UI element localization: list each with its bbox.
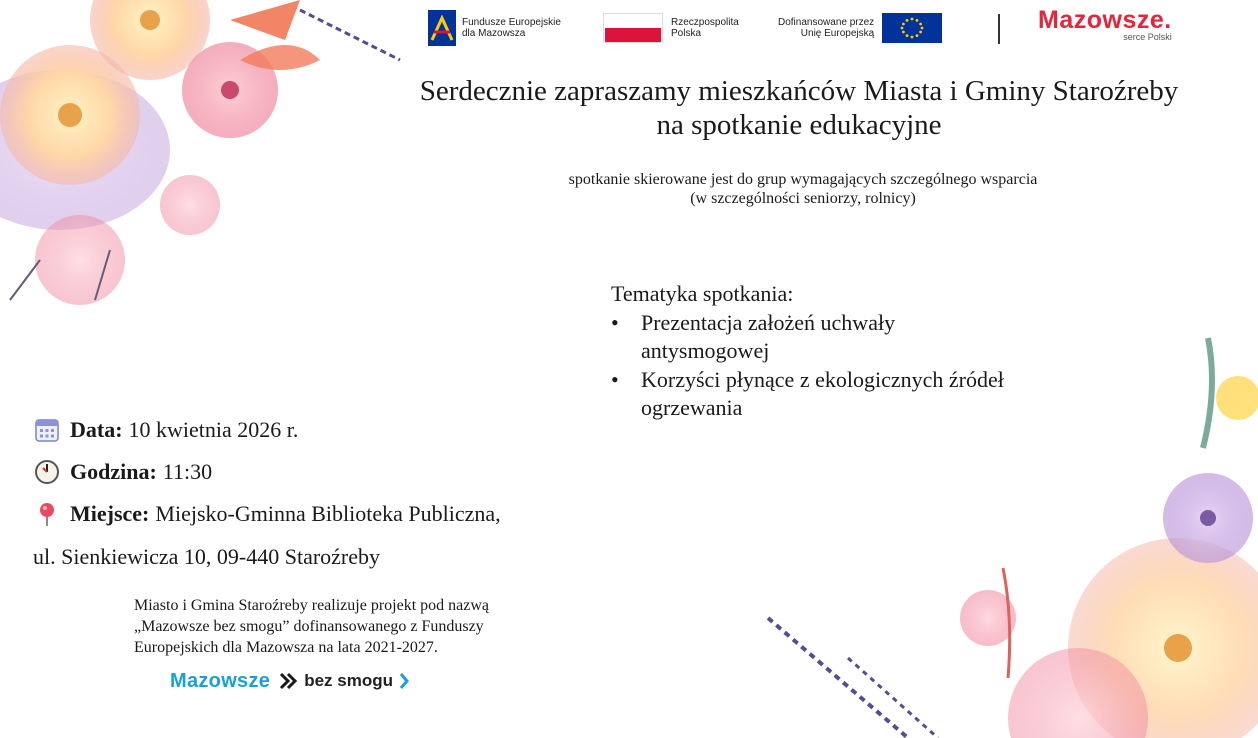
floral-decoration-top-left bbox=[0, 0, 410, 310]
project-note-line-3: Europejskich dla Mazowsza na lata 2021-2027. bbox=[134, 639, 438, 656]
headline-line-1: Serdecznie zapraszamy mieszkańców Miasta i Gminy Staroźreby bbox=[419, 75, 1179, 107]
project-note-line-1: Miasto i Gmina Staroźreby realizuje projekt pod nazwą bbox=[134, 597, 489, 614]
invitation-headline bbox=[340, 74, 1258, 142]
fe-star-icon bbox=[428, 10, 456, 46]
topic-item: • Korzyści płynące z ekologicznych źródeł ogrzewania bbox=[611, 366, 1011, 423]
mazowsze-logo bbox=[1038, 6, 1172, 46]
subline-line-1: spotkanie skierowane jest do grup wymagających szczególnego wsparcia bbox=[568, 171, 1038, 188]
meeting-topics bbox=[611, 280, 1011, 423]
mazowsze-bez-smogu-logo bbox=[170, 667, 460, 695]
logo-divider bbox=[998, 14, 1000, 44]
time-label: Godzina: bbox=[70, 459, 157, 484]
polish-flag-icon bbox=[603, 13, 663, 43]
address-value: ul. Sienkiewicza 10, 09-440 Staroźreby bbox=[33, 544, 381, 569]
rzeczpospolita-polska-logo bbox=[603, 10, 739, 46]
chevron-right-icon bbox=[398, 671, 410, 691]
pushpin-icon bbox=[34, 501, 60, 527]
time-row bbox=[34, 458, 212, 486]
topics-list bbox=[611, 309, 1011, 423]
address-row bbox=[33, 543, 380, 571]
time-value: 11:30 bbox=[162, 459, 213, 484]
place-value: Miejsko-Gminna Biblioteka Publiczna, bbox=[155, 501, 501, 526]
ue-logo-text: Dofinansowane przez Unię Europejską bbox=[778, 17, 875, 39]
headline-line-2: na spotkanie edukacyjne bbox=[656, 109, 942, 141]
date-value: 10 kwietnia 2026 r. bbox=[128, 417, 299, 442]
eu-flag-icon bbox=[882, 13, 942, 43]
project-note bbox=[134, 595, 584, 658]
funding-logo-bar bbox=[428, 6, 1248, 50]
date-label: Data: bbox=[70, 417, 123, 442]
bez-smogu-mazowsze-word: Mazowsze bbox=[170, 669, 271, 692]
place-label: Miejsce: bbox=[70, 501, 150, 526]
double-chevron-icon bbox=[278, 671, 298, 691]
place-row bbox=[34, 500, 501, 528]
calendar-icon bbox=[34, 417, 60, 443]
bez-smogu-text: bez smogu bbox=[304, 671, 393, 690]
clock-icon bbox=[34, 459, 60, 485]
unia-europejska-logo bbox=[778, 10, 942, 46]
date-row bbox=[34, 416, 298, 444]
topics-heading: Tematyka spotkania: bbox=[611, 281, 794, 306]
target-audience-note bbox=[430, 170, 1176, 208]
mazowsze-wordmark: Mazowsze. bbox=[1038, 6, 1172, 34]
topic-item: • Prezentacja założeń uchwały antysmogowej bbox=[611, 309, 1011, 366]
mazowsze-tagline: serce Polski bbox=[1123, 32, 1172, 42]
subline-line-2: (w szczególności seniorzy, rolnicy) bbox=[690, 190, 916, 207]
project-note-line-2: „Mazowsze bez smogu” dofinansowanego z Funduszy bbox=[134, 618, 484, 635]
fundusze-europejskie-logo bbox=[428, 10, 561, 46]
fe-logo-text: Fundusze Europejskie dla Mazowsza bbox=[462, 17, 561, 39]
rp-logo-text: Rzeczpospolita Polska bbox=[671, 17, 739, 39]
